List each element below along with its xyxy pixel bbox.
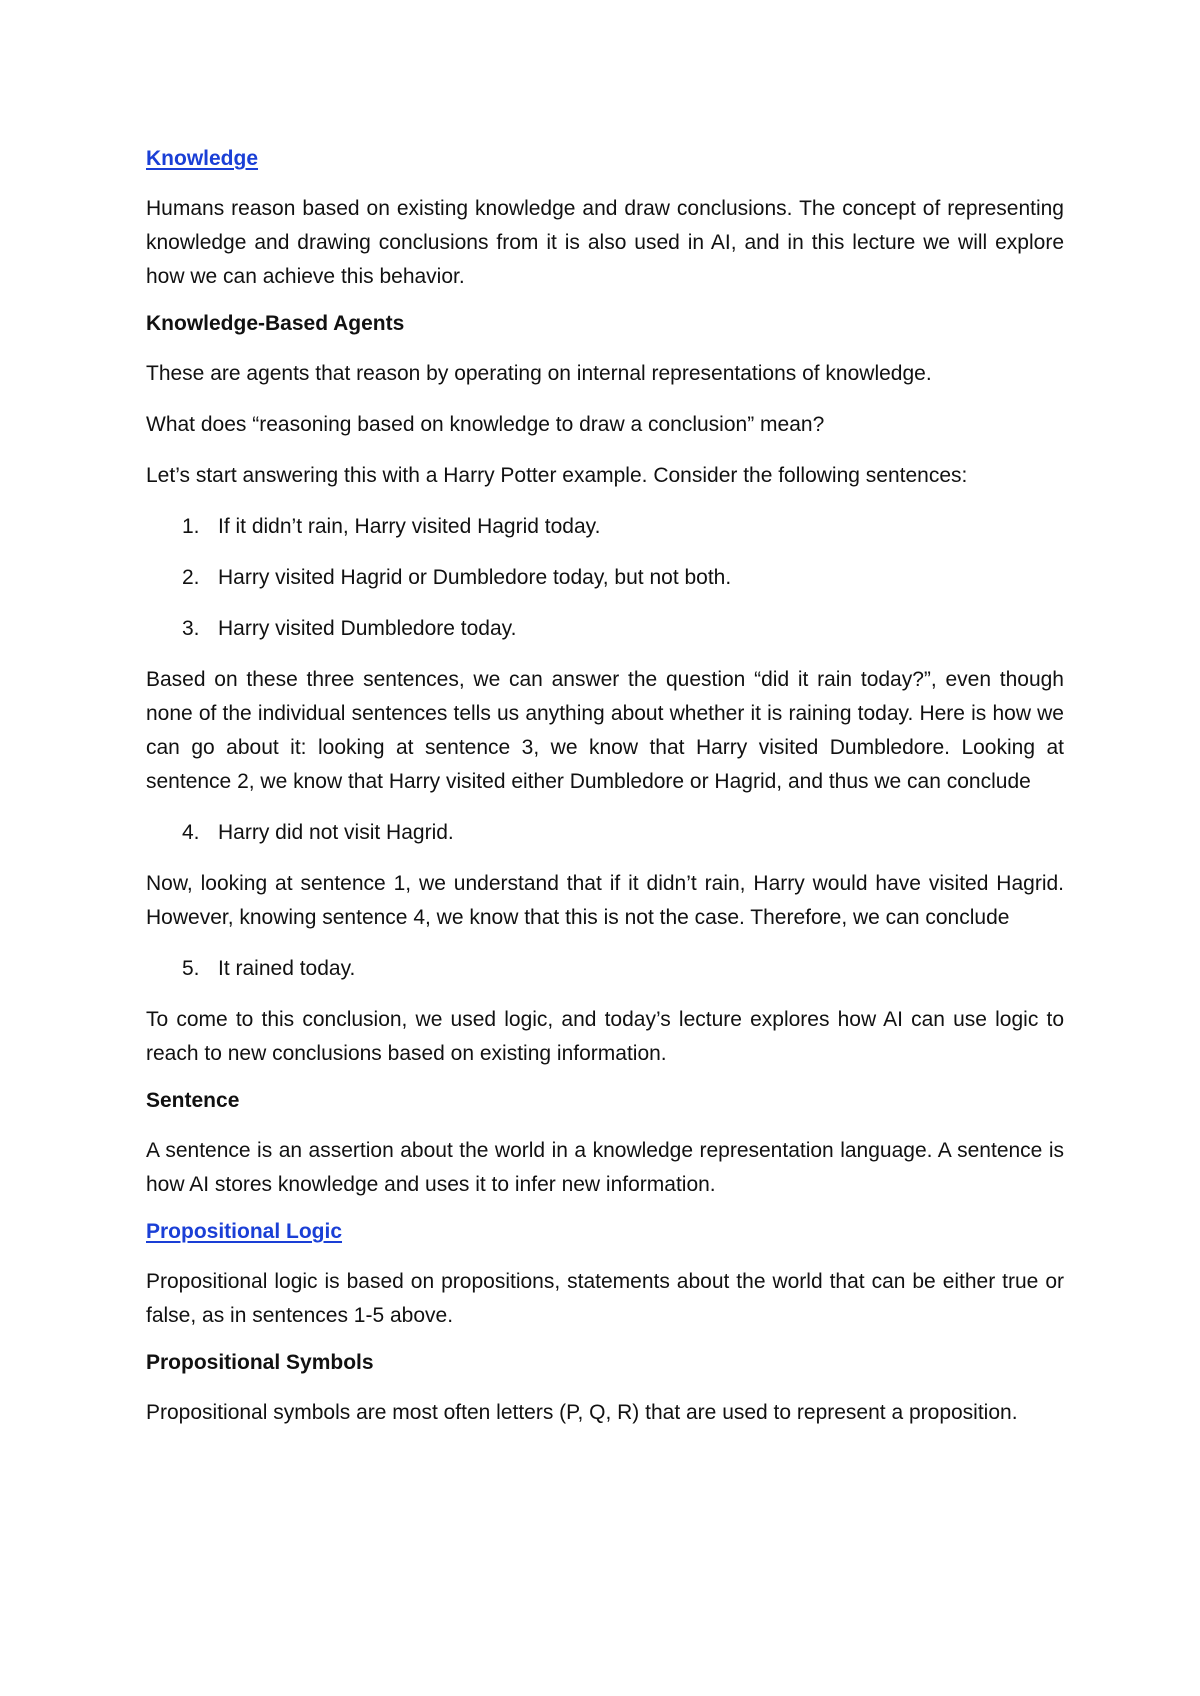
kb-agents-paragraph-5: Now, looking at sentence 1, we understand that if it didn’t rain, Harry would have visited Hagrid. However, knowing sentence 4, we know that this is not the case. Therefore, we can conclude: [146, 872, 1064, 929]
kb-agents-paragraph-4: Based on these three sentences, we can answer the question “did it rain today?”, even though none of the individual sentences tells us anything about whether it is raining today. Here is how we can go about it: looking at sentence 3, we know that Harry visited Dumbledore. Looking at sentence 2, we know that Harry visited either Dumbledore or Hagrid, and thus we can conclude: [146, 668, 1064, 793]
list-item: [146, 612, 1064, 646]
list-text: It rained today.: [218, 957, 356, 980]
kb-agents-paragraph-3: Let’s start answering this with a Harry Potter example. Consider the following sentences:: [146, 464, 968, 487]
list-number: 3.: [182, 617, 200, 640]
kb-agents-paragraph-1: These are agents that reason by operating on internal representations of knowledge.: [146, 362, 932, 385]
list-item: [146, 816, 1064, 850]
sentence-list-3: [146, 952, 1064, 986]
list-item: [146, 952, 1064, 986]
list-number: 1.: [182, 515, 200, 538]
sentence-list-1: [146, 510, 1064, 646]
sentence-heading: Sentence: [146, 1089, 240, 1112]
knowledge-intro: Humans reason based on existing knowledge and draw conclusions. The concept of representing knowledge and drawing conclusions from it is also used in AI, and in this lecture we will explore how we can achieve this behavior.: [146, 197, 1064, 288]
list-item: [146, 510, 1064, 544]
kb-agents-paragraph-6: To come to this conclusion, we used logic, and today’s lecture explores how AI can use logic to reach to new conclusions based on existing information.: [146, 1008, 1064, 1065]
list-number: 5.: [182, 957, 200, 980]
kb-agents-heading: Knowledge-Based Agents: [146, 312, 405, 335]
kb-agents-paragraph-2: What does “reasoning based on knowledge to draw a conclusion” mean?: [146, 413, 825, 436]
list-number: 4.: [182, 821, 200, 844]
list-text: If it didn’t rain, Harry visited Hagrid today.: [218, 515, 601, 538]
propositional-symbols-heading: Propositional Symbols: [146, 1351, 374, 1374]
sentence-paragraph: A sentence is an assertion about the world in a knowledge representation language. A sentence is how AI stores knowledge and uses it to infer new information.: [146, 1139, 1064, 1196]
list-number: 2.: [182, 566, 200, 589]
list-text: Harry visited Hagrid or Dumbledore today, but not both.: [218, 566, 732, 589]
propositional-logic-heading-link[interactable]: Propositional Logic: [146, 1220, 343, 1243]
propositional-logic-paragraph: Propositional logic is based on propositions, statements about the world that can be either true or false, as in sentences 1-5 above.: [146, 1270, 1064, 1327]
propositional-symbols-paragraph: Propositional symbols are most often letters (P, Q, R) that are used to represent a proposition.: [146, 1401, 1018, 1424]
list-text: Harry did not visit Hagrid.: [218, 821, 454, 844]
list-text: Harry visited Dumbledore today.: [218, 617, 517, 640]
list-item: [146, 561, 1064, 595]
sentence-list-2: [146, 816, 1064, 850]
knowledge-heading-link[interactable]: Knowledge: [146, 147, 259, 170]
